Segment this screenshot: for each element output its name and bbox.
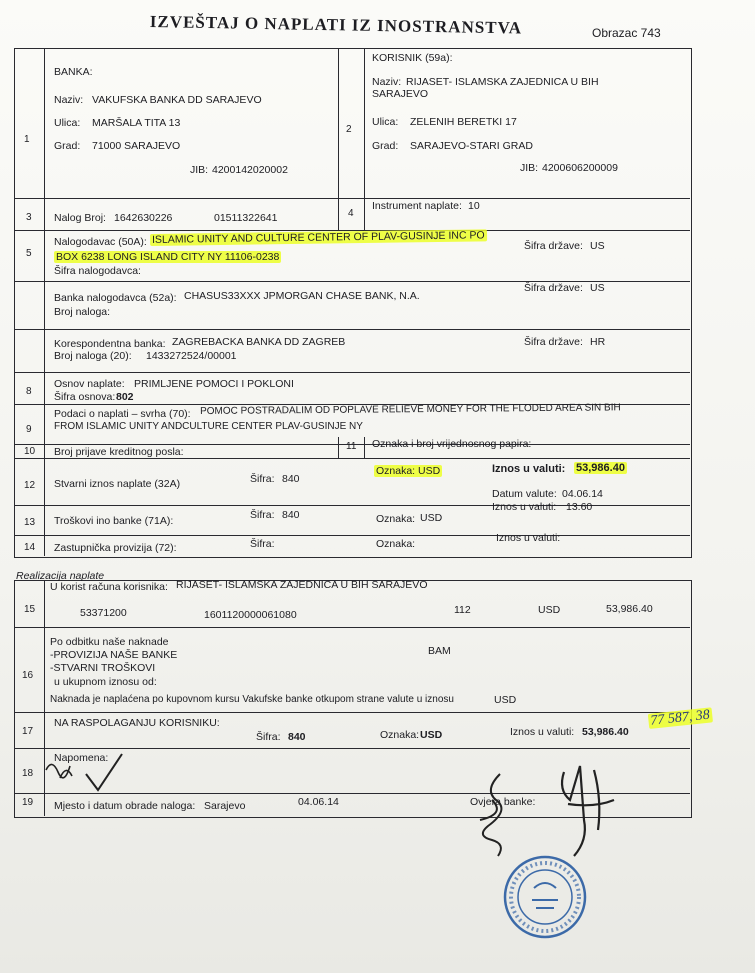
bank-street-label: Ulica:: [54, 117, 81, 129]
purpose-line2: FROM ISLAMIC UNITY ANDCULTURE CENTER PLAV-GUSINJE NY: [54, 421, 363, 432]
bank-city-label: Grad:: [54, 140, 81, 152]
row-number: 3: [26, 212, 32, 223]
costs-code: 840: [282, 509, 300, 521]
orderer-code-label: Šifra nalogodavca:: [54, 265, 141, 277]
row-number: 15: [24, 604, 36, 615]
instrument-value: 10: [468, 200, 480, 212]
user-name-2: SARAJEVO: [372, 88, 429, 100]
account-col5: 53,986.40: [606, 603, 653, 615]
corr-bank-country: HR: [590, 336, 606, 348]
bank-jib: 4200142020002: [212, 164, 288, 176]
real-cost-label: -STVARNI TROŠKOVI: [50, 662, 156, 674]
bank-street: MARŠALA TITA 13: [92, 117, 181, 129]
available-amount-label: Iznos u valuti:: [510, 726, 575, 738]
costs-amount-label: Iznos u valuti:: [492, 501, 557, 513]
verify-label: Ovjera banke:: [470, 796, 536, 808]
account-col2: 1601120000061080: [204, 609, 297, 621]
account-owner: RIJASET- ISLAMSKA ZAJEDNICA U BIH SARAJEVO: [176, 579, 428, 591]
user-jib-label: JIB:: [520, 162, 539, 174]
row-number: 9: [26, 424, 32, 435]
row-number: 10: [24, 446, 36, 457]
user-name-1: RIJASET- ISLAMSKA ZAJEDNICA U BIH: [406, 76, 599, 88]
signature-left: [470, 770, 530, 860]
number-column-divider: [44, 48, 45, 556]
rule: [14, 198, 690, 199]
bam-label: BAM: [428, 645, 451, 657]
deduct-label: Po odbitku naše naknade: [50, 636, 169, 648]
orderer-bank-country-label: Šifra države:: [524, 282, 583, 294]
orderer-label: Nalogodavac (50A):: [54, 236, 147, 248]
orderer-bank-country: US: [590, 282, 605, 294]
realization-heading: Realizacija naplate: [16, 570, 105, 582]
total-label: u ukupnom iznosu od:: [54, 676, 157, 688]
user-jib: 4200606200009: [542, 162, 618, 174]
available-label: NA RASPOLAGANJU KORISNIKU:: [54, 717, 220, 729]
fee-label: -PROVIZIJA NAŠE BANKE: [50, 649, 178, 661]
corr-bank-country-label: Šifra države:: [524, 336, 583, 348]
bank-name: VAKUFSKA BANKA DD SARAJEVO: [92, 94, 262, 106]
orderer-bank-ref-label: Broj naloga:: [54, 306, 111, 318]
user-city: SARAJEVO-STARI GRAD: [410, 140, 533, 152]
row-number: 16: [22, 670, 34, 681]
row-number: 19: [22, 797, 34, 808]
bank-jib-label: JIB:: [190, 164, 209, 176]
row-number: 5: [26, 248, 32, 259]
rule: [14, 627, 690, 628]
order-number: 1642630226: [114, 212, 173, 224]
orderer-bank-label: Banka nalogodavca (52a):: [54, 292, 177, 304]
actual-code: 840: [282, 473, 300, 485]
basis-label: Osnov naplate:: [54, 378, 125, 390]
actual-amount-wrap: [574, 462, 627, 474]
costs-mark: USD: [420, 512, 443, 524]
costs-mark-label: Oznaka:: [376, 513, 416, 525]
costs-amount: 13.60: [566, 501, 593, 513]
row10-divider: [338, 437, 339, 458]
available-mark: USD: [420, 729, 443, 741]
fee-note-currency: USD: [494, 694, 517, 706]
actual-amount: 53,986.40: [576, 462, 625, 474]
agency-mark-label: Oznaka:: [376, 538, 416, 550]
rule: [14, 535, 690, 536]
row11-divider: [364, 437, 365, 458]
row3-divider: [338, 198, 339, 230]
row4-divider: [364, 198, 365, 230]
actual-code-label: Šifra:: [250, 473, 275, 485]
orderer-line2-wrap: [54, 251, 281, 263]
order-ref: 01511322641: [214, 212, 278, 224]
order-label: Nalog Broj:: [54, 212, 106, 224]
rule: [14, 372, 690, 373]
user-street: ZELENIH BERETKI 17: [410, 116, 517, 128]
orderer-country-label: Šifra države:: [524, 240, 583, 252]
orderer-country: US: [590, 240, 605, 252]
account-col3: 112: [454, 604, 471, 616]
actual-label: Stvarni iznos naplate (32A): [54, 478, 181, 490]
row-number: 2: [346, 124, 352, 135]
corr-bank-ref: 1433272524/00001: [146, 350, 237, 362]
costs-label: Troškovi ino banke (71A):: [54, 515, 174, 527]
handwritten-initials-checkmark: [42, 748, 162, 798]
bank-city: 71000 SARAJEVO: [92, 140, 181, 152]
notes-label: Napomena:: [54, 752, 109, 764]
available-code: 840: [288, 731, 306, 743]
actual-date-label: Datum valute:: [492, 488, 557, 500]
user-heading: KORISNIK (59a):: [372, 52, 453, 64]
purpose-label: Podaci o naplati – svrha (70):: [54, 408, 191, 420]
row-number: 14: [24, 542, 36, 553]
row-number: 17: [22, 726, 34, 737]
bank-stamp: [500, 852, 590, 942]
security-label: Oznaka i broj vrijednosnog papira:: [372, 438, 532, 450]
handwritten-bam: 77 587, 38: [649, 707, 711, 729]
orderer-bank: CHASUS33XXX JPMORGAN CHASE BANK, N.A.: [184, 290, 420, 302]
row-number: 12: [24, 480, 36, 491]
purpose-line1: POMOC POSTRADALIM OD POPLAVE RELIEVE MONEY FOR THE FLODED AREA SIN BIH: [200, 402, 621, 417]
user-city-label: Grad:: [372, 140, 399, 152]
rule: [14, 281, 690, 282]
bank-heading: BANKA:: [54, 66, 93, 78]
costs-code-label: Šifra:: [250, 509, 275, 521]
place-value: Sarajevo: [204, 800, 246, 812]
fee-note: Naknada je naplaćena po kupovnom kursu Vakufske banke otkupom strane valute u iznosu: [50, 694, 454, 705]
actual-mark-wrap: [374, 465, 442, 477]
row-number: 13: [24, 517, 36, 528]
document-title: IZVEŠTAJ O NAPLATI IZ INOSTRANSTVA: [149, 12, 523, 38]
corr-bank-ref-label: Broj naloga (20):: [54, 350, 132, 362]
available-amount: 53,986.40: [582, 726, 629, 738]
place-label: Mjesto i datum obrade naloga:: [54, 800, 196, 812]
rule: [14, 458, 690, 459]
orderer-line1: ISLAMIC UNITY AND CULTURE CENTER OF PLAV-GUSINJE INC PO: [151, 229, 485, 246]
user-street-label: Ulica:: [372, 116, 399, 128]
row-number: 18: [22, 768, 34, 779]
instrument-label: Instrument naplate:: [372, 200, 462, 212]
user-name-label: Naziv:: [372, 76, 402, 88]
agency-code-label: Šifra:: [250, 538, 275, 550]
available-mark-label: Oznaka:: [380, 729, 420, 741]
account-col4: USD: [538, 604, 561, 616]
actual-date: 04.06.14: [562, 488, 603, 500]
account-label: U korist računa korisnika:: [50, 581, 168, 593]
rule: [14, 329, 690, 330]
bank-name-label: Naziv:: [54, 94, 84, 106]
credit-label: Broj prijave kreditnog posla:: [54, 446, 184, 458]
corr-bank: ZAGREBACKA BANKA DD ZAGREB: [172, 336, 346, 348]
orderer-line2: BOX 6238 LONG ISLAND CITY NY 11106-0238: [56, 251, 280, 263]
basis-value: PRIMLJENE POMOCI I POKLONI: [134, 378, 294, 390]
available-code-label: Šifra:: [256, 731, 281, 743]
corr-bank-label: Korespondentna banka:: [54, 338, 166, 350]
row-number: 1: [24, 134, 30, 145]
row-number: 11: [346, 441, 357, 452]
actual-mark: USD: [418, 465, 441, 477]
basis-code: 802: [116, 391, 134, 403]
row-number: 8: [26, 386, 32, 397]
account-col1: 53371200: [80, 607, 127, 619]
agency-label: Zastupnička provizija (72):: [54, 542, 177, 554]
form-number: Obrazac 743: [592, 26, 661, 40]
row-number: 4: [348, 208, 354, 219]
rule: [14, 712, 690, 713]
actual-amount-label: Iznos u valuti:: [492, 463, 566, 475]
agency-amount-label: Iznos u valuti:: [496, 532, 561, 544]
place-date: 04.06.14: [298, 796, 339, 808]
basis-code-label: Šifra osnova:: [54, 391, 116, 403]
actual-mark-label: Oznaka:: [376, 465, 416, 477]
